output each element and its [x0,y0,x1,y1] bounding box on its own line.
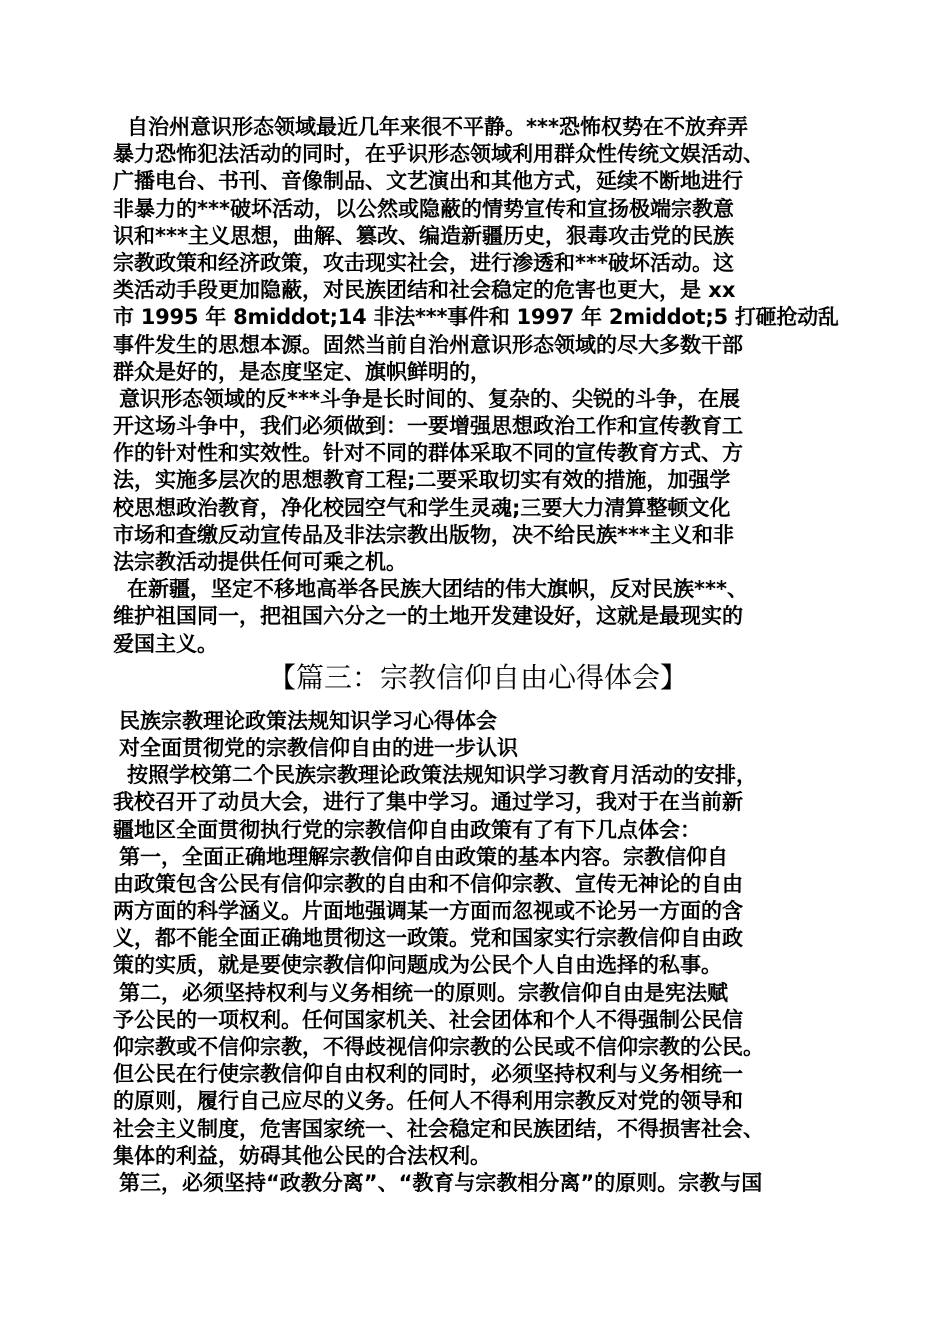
subheading: 民族宗教理论政策法规知识学习心得体会 [119,708,497,733]
text-line: 广播电台、书刊、音像制品、文艺演出和其他方式，延续不断地进行 [113,169,743,194]
text-line: 策的实质，就是要使宗教信仰问题成为公民个人自由选择的私事。 [113,953,722,978]
text-line: 的原则，履行自己应尽的义务。任何人不得利用宗教反对党的领导和 [113,1089,743,1114]
paragraph-point-two [113,980,843,1170]
text-line: 第一，全面正确地理解宗教信仰自由政策的基本内容。宗教信仰自 [119,844,728,869]
text-line: 识和***主义思想，曲解、篡改、编造新疆历史，狠毒攻击党的民族 [113,223,734,248]
text-line: 予公民的一项权利。任何国家机关、社会团体和个人不得强制公民信 [113,1007,743,1032]
text-line: 意识形态领域的反***斗争是长时间的、复杂的、尖锐的斗争，在展 [119,386,740,411]
text-line: 校思想政治教育，净化校园空气和学生灵魂;三要大力清算整顿文化 [113,495,731,520]
text-line: 但公民在行使宗教信仰自由权利的同时，必须坚持权利与义务相统一 [113,1062,743,1087]
text-line: 集体的利益，妨碍其他公民的合法权利。 [113,1143,491,1168]
text-line: 社会主义制度，危害国家统一、社会稳定和民族团结，不得损害社会、 [113,1116,764,1141]
text-line: 在新疆，坚定不移地高举各民族大团结的伟大旗帜，反对民族***、 [127,577,748,602]
text-line: 非暴力的***破坏活动，以公然或隐蔽的情势宣传和宣扬极端宗教意 [113,196,734,221]
text-line: 我校召开了动员大会，进行了集中学习。通过学习，我对于在当前新 [113,790,743,815]
text-line: 仰宗教或不信仰宗教，不得歧视信仰宗教的公民或不信仰宗教的公民。 [113,1035,764,1059]
text-line: 第二，必须坚持权利与义务相统一的原则。宗教信仰自由是宪法赋 [119,980,728,1005]
paragraph-struggle [113,386,843,576]
paragraph-point-one [113,844,843,980]
document-page [113,114,843,1197]
text-line: 由政策包含公民有信仰宗教的自由和不信仰宗教、宣传无神论的自由 [113,871,743,896]
subheading-block [113,708,843,762]
section-heading: 【篇三：宗教信仰自由心得体会】 [267,660,688,694]
text-line: 法宗教活动提供任何可乘之机。 [113,550,407,574]
text-line: 市 1995 年 8middot;14 非法***事件和 1997 年 2middot;5 打砸抢动乱 [113,305,839,330]
text-line: 宗教政策和经济政策，攻击现实社会，进行渗透和***破坏活动。这 [113,250,734,275]
paragraph-point-three [113,1170,843,1197]
text-line: 按照学校第二个民族宗教理论政策法规知识学习教育月活动的安排， [127,763,757,788]
text-line: 暴力恐怖犯法活动的同时，在乎识形态领域利用群众性传统文娱活动、 [113,142,764,167]
text-line: 市场和查缴反动宣传品及非法宗教出版物，决不给民族***主义和非 [113,522,734,547]
text-line: 类活动手段更加隐蔽，对民族团结和社会稳定的危害也更大，是 xx [113,278,736,303]
paragraph-intro [113,762,843,844]
text-line: 事件发生的思想本源。固然当前自治州意识形态领域的尽大多数干部 [113,332,743,357]
text-line: 自治州意识形态领域最近几年来很不平静。***恐怖权势在不放弃弄 [127,115,748,139]
text-line: 作的针对性和实效性。针对不同的群体采取不同的宣传教育方式、方 [113,441,743,466]
text-line: 疆地区全面贯彻执行党的宗教信仰自由政策有了有下几点体会： [113,817,701,842]
paragraph-ideology-situation [113,114,843,386]
text-line: 爱国主义。 [113,631,218,656]
paragraph-patriotism [113,576,843,658]
text-line: 维护祖国同一，把祖国六分之一的土地开发建设好，这就是最现实的 [113,604,743,629]
text-line: 开这场斗争中，我们必须做到：一要增强思想政治工作和宣传教育工 [113,414,743,439]
text-line: 两方面的科学涵义。片面地强调某一方面而忽视或不论另一方面的含 [113,899,743,924]
text-line: 义，都不能全面正确地贯彻这一政策。党和国家实行宗教信仰自由政 [113,926,743,951]
subheading: 对全面贯彻党的宗教信仰自由的进一步认识 [119,735,518,760]
text-line: 第三，必须坚持“政教分离”、“教育与宗教相分离”的原则。宗教与国 [119,1170,763,1195]
text-line: 法，实施多层次的思想教育工程;二要采取切实有效的措施，加强学 [113,468,731,493]
text-line: 群众是好的，是态度坚定、旗帜鲜明的， [113,359,491,384]
